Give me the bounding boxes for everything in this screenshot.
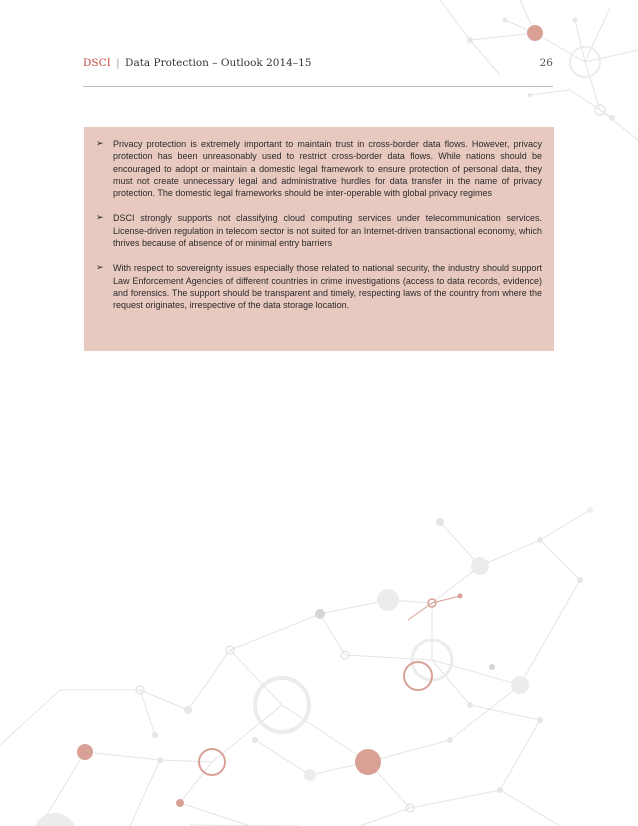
arrow-bullet-icon: ➢ [96,213,104,224]
arrow-bullet-icon: ➢ [96,139,104,149]
recommendations-panel [84,127,554,351]
header-rule [83,86,553,87]
bullet-item [96,262,542,311]
header-title: Data Protection – Outlook 2014–15 [125,57,312,69]
bullet-item [96,138,542,199]
bullet-text: With respect to sovereignty issues especially those related to national security, the industry should support Law Enforcement Agencies of different countries in crime investigations (access to data records, evidence) and forensics. The support should be transparent and timely, respecting laws of the country from where the request originates, irrespective of the data storage location. [113,263,542,311]
header-brand: DSCI [83,57,111,69]
arrow-bullet-icon: ➢ [96,263,104,274]
bullet-text: Privacy protection is extremely important to maintain trust in cross-border data flows. However, privacy protection has been unreasonably used to restrict cross-border data flows. While nations should be encouraged to adopt or maintain a domestic legal framework to ensure protection of personal data, they must not create unnecessary legal and administrative hurdles for data transfer in the name of privacy protection. The domestic legal frameworks should be inter-operable with global privacy regimes [113,139,542,199]
bullet-text: DSCI strongly supports not classifying cloud computing services under telecommunication services. License-driven regulation in telecom sector is not suited for an Internet-driven transactional economy, which thrives because of absence of or minimal entry barriers [113,213,542,249]
bullet-item [96,212,542,249]
running-header [83,57,553,73]
page-number: 26 [539,57,553,69]
header-separator: | [116,57,120,69]
